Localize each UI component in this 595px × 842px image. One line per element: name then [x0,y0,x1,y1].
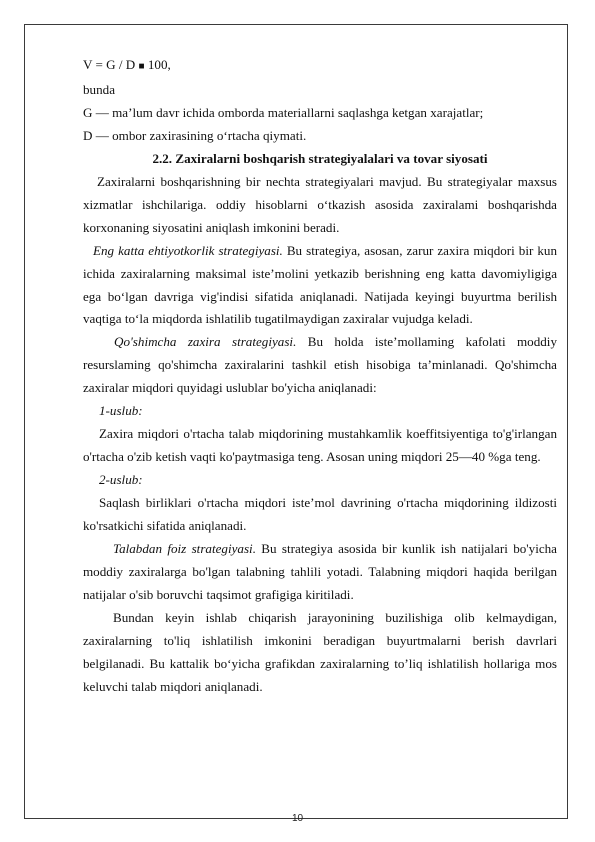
method-2-label: 2-uslub: [99,472,143,488]
document-body [83,54,557,699]
paragraph-additional-reserve-strategy [83,331,557,400]
formula-text: V = G / D [83,57,139,72]
paragraph-max-caution-strategy [83,240,557,332]
definition-d: D — ombor zaxirasining o‘rtacha qiymati. [83,127,307,143]
paragraph-order-periods: Bundan keyin ishlab chiqarish jarayonining buzilishiga olib kelmaydigan, zaxiralarning to'liq ishlatilish imkonini beradigan buyurtmalarni berish davrlari belgilanadi. Bu kattalik bo‘yicha grafikdan zaxiralarning to’liq ishlatilish hollariga mos keluvchi talab miqdori aniqlanadi. [83,609,557,694]
formula [83,54,557,79]
paragraph-strategies-intro: Zaxiralarni boshqarishning bir nechta strategiyalari mavjud. Bu strategiyalar maxsus xizmatlar ishchilariga. oddiy hisoblarni o‘tkazish asosida zaxiralami boshqarishda korxonaning siyosatini aniqlash imkonini beradi. [83,173,557,235]
method-1-label: 1-uslub: [99,403,143,419]
page-number: 10 [291,813,304,824]
paragraph-demand-percent-strategy [83,538,557,607]
where-word: bunda [83,81,115,97]
strategy-title-max-caution: Eng katta ehtiyotkorlik strategiyasi. [93,242,283,258]
paragraph-method-2: Saqlash birliklari o'rtacha miqdori iste’mol davrining o'rtacha miqdorining ildizosti ko'rsatkichi sifatida aniqlanadi. [83,495,557,534]
strategy-body-max-caution: Bu strategiya, asosan, zarur zaxira miqdori bir kun ichida zaxiralarning maksimal iste’molini yetkazib berishning eng katta davomiyligiga ega bo‘lgan davriga vig'indisi sifatida aniqlanadi. Natijada keyingi buyurtma berilish vaqtiga to‘la miqdorda ishlatilib tugatilmaydigan zaxiralar vujudga keladi. [83,242,557,327]
strategy-body-additional-reserve: Bu holda iste’mollaming kafolati moddiy resurslaming qo'shimcha zaxiralarini tashkil etish hisobiga ta’minlanadi. Qo'shimcha zaxiralar miqdori quyidagi uslublar bo'yicha aniqlanadi: [83,334,557,396]
section-heading: 2.2. Zaxiralarni boshqarish strategiyalalari va tovar siyosati [152,150,488,166]
definition-g: G — ma’lum davr ichida omborda materiallarni saqlashga ketgan xarajatlar; [83,104,484,120]
formula-operator-symbol: ■ [138,61,145,72]
strategy-body-demand-percent: Bu strategiya asosida bir kunlik ish natijalari bo'yicha moddiy zaxiralarga bo'lgan talabning tahlili yotadi. Talabning miqdori haqida berilgan natijalar o'sib boruvchi taqsimot grafigiga kiritiladi. [83,541,557,602]
paragraph-method-1: Zaxira miqdori o'rtacha talab miqdorining mustahkamlik koeffitsiyentiga to'g'irlangan o'rtacha o'zib ketish vaqti ko'paytmasiga teng. Asosan uning miqdori 25—40 %ga teng. [83,426,557,465]
strategy-title-additional-reserve: Qo'shimcha zaxira strategiyasi. [114,334,297,350]
strategy-title-demand-percent: Talabdan foiz strategiyasi. [113,541,256,557]
formula-tail: 100, [144,57,171,72]
